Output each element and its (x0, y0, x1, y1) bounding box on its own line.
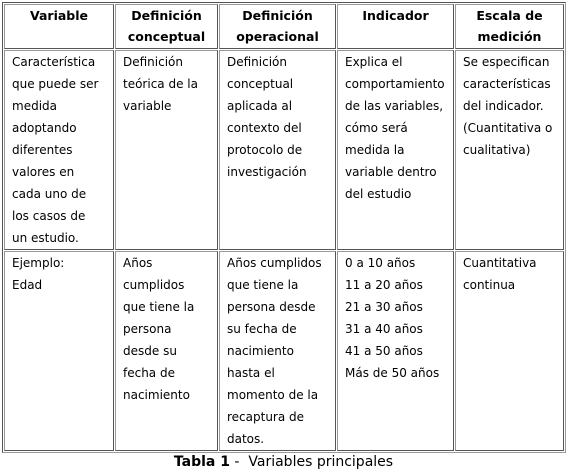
cell-text-line: su fecha de (227, 322, 297, 336)
cell-text-line: nacimiento (123, 388, 190, 402)
cell-text-line: medida (12, 99, 57, 113)
cell-text-line: del estudio (345, 187, 412, 201)
cell-text-line: que puede ser (12, 77, 99, 91)
cell-text-line: Se especifican (463, 55, 550, 69)
caption-text: Variables principales (248, 454, 394, 470)
cell-text-line: Definición (131, 8, 202, 23)
cell-text-line: los casos de (12, 209, 86, 223)
cell-text-line: hasta el (227, 366, 275, 380)
cell-text-line: un estudio. (12, 231, 79, 245)
cell-text-line: Cuantitativa (463, 256, 537, 270)
cell-text-line: conceptual (127, 29, 206, 44)
cell-text-line: 21 a 30 años (345, 300, 423, 314)
table-cell (455, 251, 564, 451)
cell-text-line: Escala de (476, 8, 543, 23)
variables-table (2, 2, 566, 453)
table-cell (115, 251, 218, 451)
cell-text-line: persona (123, 322, 172, 336)
cell-text-line: medida la (345, 143, 405, 157)
cell-text-line: diferentes (12, 143, 73, 157)
variables-table-frame (2, 2, 564, 451)
cell-text-line: 11 a 20 años (345, 278, 423, 292)
cell-text-line: momento de la (227, 388, 319, 402)
cell-text-line: fecha de (123, 366, 175, 380)
cell-text-line: 41 a 50 años (345, 344, 423, 358)
table-cell (4, 251, 114, 451)
table-cell (4, 50, 114, 250)
cell-text-line: protocolo de (227, 143, 303, 157)
header-cell (4, 4, 114, 49)
cell-text-line: aplicada al (227, 99, 293, 113)
cell-text-line: Indicador (362, 8, 429, 23)
cell-text-line: Edad (12, 278, 43, 292)
table-row (4, 251, 564, 451)
cell-text-line: Característica (12, 55, 96, 69)
cell-text-line: medición (477, 29, 542, 44)
cell-text-line: cumplidos (123, 278, 185, 292)
cell-text-line: Explica el (345, 55, 403, 69)
cell-text-line: investigación (227, 165, 307, 179)
cell-text-line: adoptando (12, 121, 77, 135)
table-cell (337, 251, 454, 451)
cell-text-line: Definición (227, 55, 287, 69)
cell-text-line: continua (463, 278, 516, 292)
cell-text-line: datos. (227, 432, 265, 446)
header-cell (219, 4, 336, 49)
cell-text-line: cómo será (345, 121, 408, 135)
table-cell (219, 50, 336, 250)
caption-label: Tabla 1 (173, 454, 230, 470)
cell-text-line: características (463, 77, 551, 91)
cell-text-line: (Cuantitativa o (463, 121, 553, 135)
cell-text-line: 0 a 10 años (345, 256, 416, 270)
cell-text-line: que tiene la (227, 278, 299, 292)
cell-text-line: cualitativa) (463, 143, 531, 157)
cell-text-line: 31 a 40 años (345, 322, 423, 336)
cell-text-line: valores en (12, 165, 75, 179)
table-cell (115, 50, 218, 250)
cell-text-line: del indicador. (463, 99, 544, 113)
cell-text-line: cada uno de (12, 187, 87, 201)
cell-text-line: conceptual (227, 77, 294, 91)
table-cell (219, 251, 336, 451)
table-header-row (4, 4, 564, 49)
cell-text-line: Definición (242, 8, 313, 23)
cell-text-line: variable dentro (345, 165, 437, 179)
cell-text-line: que tiene la (123, 300, 195, 314)
table-caption (0, 452, 567, 472)
cell-text-line: Variable (29, 8, 89, 23)
cell-text-line: nacimiento (227, 344, 294, 358)
table-row (4, 50, 564, 250)
cell-text-line: Más de 50 años (345, 366, 440, 380)
cell-text-line: Años (123, 256, 153, 270)
cell-text-line: Años cumplidos (227, 256, 322, 270)
caption-separator: - (229, 454, 249, 470)
table-cell (337, 50, 454, 250)
cell-text-line: operacional (236, 29, 319, 44)
cell-text-line: Ejemplo: (12, 256, 65, 270)
cell-text-line: Definición (123, 55, 183, 69)
cell-text-line: de las variables, (345, 99, 444, 113)
header-cell (115, 4, 218, 49)
table-cell (455, 50, 564, 250)
cell-text-line: desde su (123, 344, 177, 358)
cell-text-line: comportamiento (345, 77, 445, 91)
cell-text-line: recaptura de (227, 410, 305, 424)
header-cell (455, 4, 564, 49)
cell-text-line: persona desde (227, 300, 316, 314)
cell-text-line: contexto del (227, 121, 302, 135)
header-cell (337, 4, 454, 49)
cell-text-line: variable (123, 99, 172, 113)
cell-text-line: teórica de la (123, 77, 198, 91)
